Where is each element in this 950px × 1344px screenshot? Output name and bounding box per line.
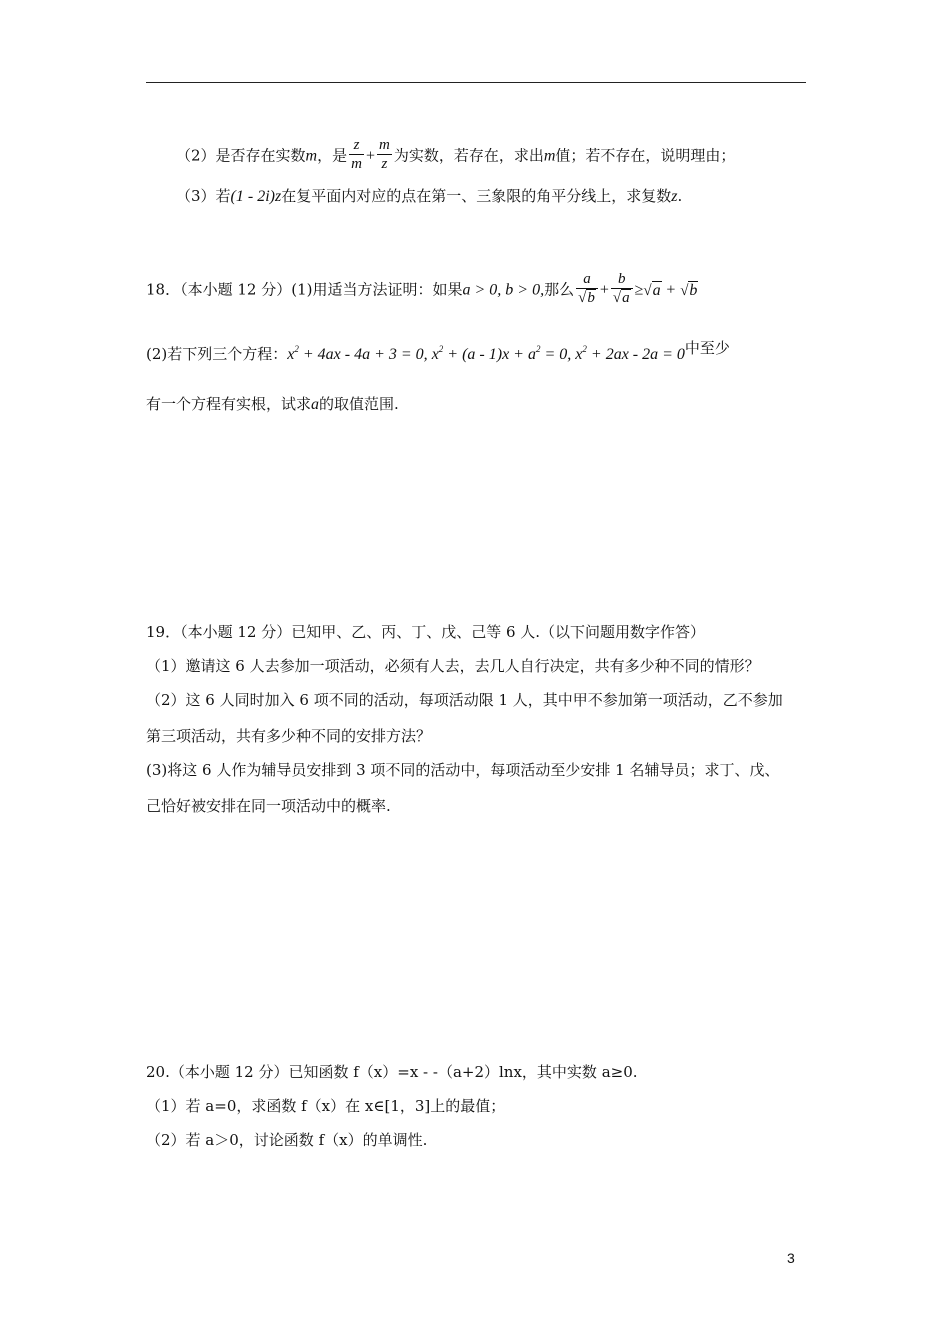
page-number: 3 [787, 1250, 795, 1266]
problem-19-part-3-cont: 己恰好被安排在同一项活动中的概率. [146, 797, 391, 815]
header-rule [146, 82, 806, 83]
problem-20-part-1: （1）若 a=0，求函数 f（x）在 x∈[1，3]上的最值； [146, 1097, 506, 1115]
fraction-z-over-m: $\frac{z}{m}$ [351, 137, 362, 172]
problem-20-part-2: （2）若 a＞0，讨论函数 f（x）的单调性. [146, 1131, 428, 1149]
problem-17-part-3: （3）若(1 - 2i)z在复平面内对应的点在第一、三象限的角平分线上，求复数z. [176, 187, 683, 205]
fraction-a-over-sqrt-b: $\frac{a}{√b}$ [576, 270, 598, 307]
problem-20-heading: 20.（本小题 12 分）已知函数 f（x）=x - -（a+2）lnx，其中实数 a≥0. [146, 1063, 638, 1081]
sqrt-b: √b [680, 281, 698, 299]
problem-19-part-2: （2）这 6 人同时加入 6 项不同的活动，每项活动限 1 人，其中甲不参加第一项活动，乙不参加 [146, 691, 783, 709]
fraction-b-over-sqrt-a: $\frac{b}{√a}$ [611, 270, 633, 307]
sqrt-a: √a [643, 281, 661, 299]
problem-19-part-3: (3)将这 6 人作为辅导员安排到 3 项不同的活动中，每项活动至少安排 1 名辅导员；求丁、戊、 [146, 761, 780, 779]
problem-18-part-2-cont: 有一个方程有实根，试求a的取值范围. [146, 395, 399, 413]
equations: $x^2 + 4ax - 4a + 3 = 0$, $x^2 + (a - 1)x + a^2 = 0$, $x^2 + 2ax - 2a = 0$ [287, 344, 685, 363]
problem-19-part-1: （1）邀请这 6 人去参加一项活动，必须有人去，去几人自行决定，共有多少种不同的情形？ [146, 657, 760, 675]
problem-19-heading: 19．（本小题 12 分）已知甲、乙、丙、丁、戊、己等 6 人.（以下问题用数字作答） [146, 623, 706, 641]
fraction-m-over-z: $\frac{m}{z}$ [379, 137, 390, 172]
problem-19-part-2-cont: 第三项活动，共有多少种不同的安排方法？ [146, 727, 432, 745]
problem-17-part-2: （2）是否存在实数m，是 $\frac{z}{m}$ + $\frac{m}{z}$ 为实数，若存在，求出m值；若不存在，说明理由； [176, 137, 736, 172]
problem-18-part-1: 18．（本小题 12 分）(1)用适当方法证明：如果a > 0, b > 0,那么 $\frac{a}{√b}$ + $\frac{b}{√a}$ ≥√a + √b [146, 271, 698, 306]
problem-18-part-2: (2)若下列三个方程：$x^2 + 4ax - 4a + 3 = 0$, $x^2 + (a - 1)x + a^2 = 0$, $x^2 + 2ax - 2a = 0$中至少 [146, 339, 730, 363]
